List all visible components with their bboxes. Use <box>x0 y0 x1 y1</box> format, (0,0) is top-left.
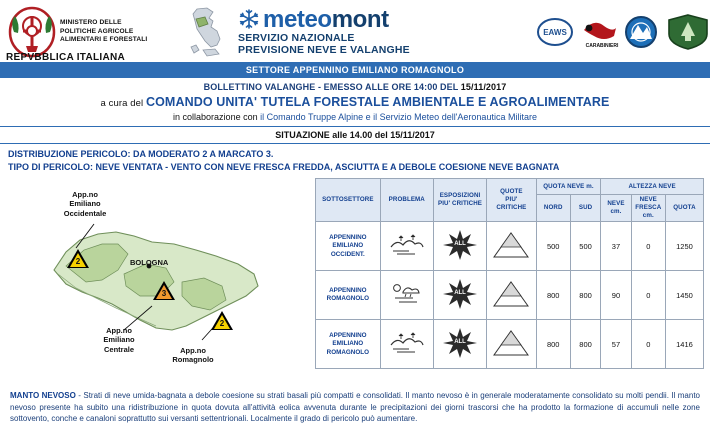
table-row <box>316 222 704 271</box>
map-label-romagnolo: App.no Romagnolo <box>172 346 214 365</box>
cell-neve-fresca: 0 <box>631 320 665 369</box>
cell-problema <box>380 271 433 320</box>
th-altezza-neve: ALTEZZA NEVE <box>601 179 704 195</box>
th-quote: QUOTE PIU' CRITICHE <box>487 179 536 222</box>
danger-type: TIPO DI PERICOLO: NEVE VENTATA - VENTO CON NEVE FRESCA FREDDA, ASCIUTTA E A DEBOLE COESIONE NEVE BAGNATA <box>8 162 560 173</box>
cell-neve: 90 <box>601 271 631 320</box>
wind-drifted-snow-icon <box>389 250 425 259</box>
cell-quote <box>487 271 536 320</box>
cell-sud: 500 <box>570 222 600 271</box>
danger-distribution: DISTRIBUZIONE PERICOLO: DA MODERATO 2 A MARCATO 3. <box>8 149 274 159</box>
cell-nord: 500 <box>536 222 570 271</box>
cell-quote <box>487 320 536 369</box>
wind-drifted-snow-icon <box>389 348 425 357</box>
collab-prefix: in collaborazione con <box>173 112 261 122</box>
comando-line <box>0 95 710 109</box>
bulletin-date: 15/11/2017 <box>460 82 507 92</box>
all-aspects-icon <box>443 230 477 260</box>
sector-bar: SETTORE APPENNINO EMILIANO ROMAGNOLO <box>0 62 710 78</box>
snowflake-icon <box>238 8 260 32</box>
collab-names: il Comando Truppe Alpine e il Servizio Meteo dell'Aeronautica Militare <box>260 112 537 122</box>
italy-outline-icon <box>180 5 234 59</box>
region-map[interactable] <box>6 178 311 383</box>
table-row <box>316 271 704 320</box>
cell-esposizioni <box>433 222 486 271</box>
th-nord: NORD <box>536 195 570 222</box>
bulletin-line <box>0 82 710 92</box>
collaboration-line <box>0 112 710 122</box>
danger-summary <box>0 144 710 176</box>
italian-republic-emblem-icon <box>6 6 58 58</box>
table-row <box>316 320 704 369</box>
cell-sud: 800 <box>570 271 600 320</box>
cell-quota: 1250 <box>665 222 703 271</box>
aspects-label: ALL <box>454 241 466 248</box>
th-quota: QUOTA <box>665 195 703 222</box>
repubblica-italiana-label: REPVBBLICA ITALIANA <box>6 52 126 63</box>
ministry-name <box>60 19 147 46</box>
th-sud: SUD <box>570 195 600 222</box>
svg-text:EAWS: EAWS <box>543 28 567 37</box>
cell-quote <box>487 222 536 271</box>
map-label-occidentale: App.no Emiliano Occidentale <box>63 190 107 218</box>
cell-quota: 1450 <box>665 271 703 320</box>
carabinieri-logo <box>580 14 619 50</box>
cell-problema <box>380 222 433 271</box>
comando-name: COMANDO UNITA' TUTELA FORESTALE AMBIENTALE E AGROALIMENTARE <box>145 95 610 109</box>
th-esposizioni: ESPOSIZIONI PIU' CRITICHE <box>433 179 486 222</box>
altitude-triangle-icon <box>491 301 531 310</box>
forestry-corps-logo <box>666 14 702 50</box>
meteomont-subtitle-1: SERVIZIO NAZIONALE <box>238 31 355 44</box>
meteomont-subtitle-2: PREVISIONE NEVE E VALANGHE <box>238 44 410 56</box>
th-sottosettore: SOTTOSETTORE <box>316 179 381 222</box>
ministry-line-1: MINISTERO DELLE <box>60 18 122 26</box>
map-label-bologna: BOLOGNA <box>130 258 169 268</box>
snowpack-text: - Strati di neve umida-bagnata a debole coesione su strati basali più compatti e consolidati. Il manto nevoso è in generale moderatamente consolidato su molti pendii. Il manto nevoso presente ha subito una ridistribuzione in quota dovuta all'attività eolica avvenuta durante le precipitazioni dei giorni trascorsi che ha prodotto la formazione di accumuli nelle zone sottovento, conche e canaloni soprattutto sui versanti settentrionali. Localmente il grado di pericolo può aumentare. <box>10 391 701 424</box>
partner-logos <box>537 14 704 50</box>
main-content <box>0 176 710 383</box>
snowpack-description <box>0 383 710 429</box>
th-neve-fresca-cm: NEVE FRESCA cm. <box>631 195 665 222</box>
th-problema: PROBLEMA <box>380 179 433 222</box>
all-aspects-icon <box>443 328 477 358</box>
aspects-label: ALL <box>454 290 466 297</box>
cell-neve-fresca: 0 <box>631 222 665 271</box>
cell-esposizioni <box>433 320 486 369</box>
snow-data-table <box>315 178 704 369</box>
ministry-line-2: POLITICHE AGRICOLE <box>60 27 134 35</box>
cell-nord: 800 <box>536 271 570 320</box>
eaws-logo <box>537 14 573 50</box>
cell-sud: 800 <box>570 320 600 369</box>
ministry-block <box>6 6 176 58</box>
cell-quota: 1416 <box>665 320 703 369</box>
cell-neve: 57 <box>601 320 631 369</box>
meteomont-word-meteo: meteo <box>263 5 332 33</box>
all-aspects-icon <box>443 279 477 309</box>
alpine-troops-logo <box>623 14 659 50</box>
cell-sottosettore: APPENNINO ROMAGNOLO <box>316 271 381 320</box>
cell-sottosettore: APPENNINO EMILIANO ROMAGNOLO <box>316 320 381 369</box>
wet-snow-icon <box>389 299 425 308</box>
map-label-centrale: App.no Emiliano Centrale <box>103 326 135 354</box>
bulletin-titles <box>0 78 710 122</box>
svg-text:CARABINIERI: CARABINIERI <box>585 43 619 49</box>
table-header-row-1 <box>316 179 704 195</box>
snow-data-table-wrapper <box>311 178 704 383</box>
comando-prefix: a cura del <box>100 98 146 109</box>
th-quota-neve: QUOTA NEVE m. <box>536 179 601 195</box>
cell-esposizioni <box>433 271 486 320</box>
bulletin-prefix: BOLLETTINO VALANGHE - EMESSO ALLE ORE 14:00 DEL <box>203 82 461 92</box>
situation-bar: SITUAZIONE alle 14.00 del 15/11/2017 <box>0 126 710 144</box>
cell-neve-fresca: 0 <box>631 271 665 320</box>
danger-marker-level: 3 <box>161 289 167 299</box>
th-neve-cm: NEVE cm. <box>601 195 631 222</box>
cell-sottosettore: APPENNINO EMILIANO OCCIDENT. <box>316 222 381 271</box>
meteomont-word-mont: mont <box>331 5 389 33</box>
cell-nord: 800 <box>536 320 570 369</box>
cell-neve: 37 <box>601 222 631 271</box>
meteomont-title-row <box>238 5 537 33</box>
altitude-triangle-icon <box>491 350 531 359</box>
cell-problema <box>380 320 433 369</box>
ministry-line-3: ALIMENTARI E FORESTALI <box>60 36 148 44</box>
danger-marker-level: 2 <box>75 257 81 267</box>
meteomont-branding <box>234 5 537 56</box>
snowpack-lead: MANTO NEVOSO <box>10 391 76 401</box>
aspects-label: ALL <box>454 339 466 346</box>
altitude-triangle-icon <box>491 252 531 261</box>
danger-marker-level: 2 <box>219 319 225 329</box>
